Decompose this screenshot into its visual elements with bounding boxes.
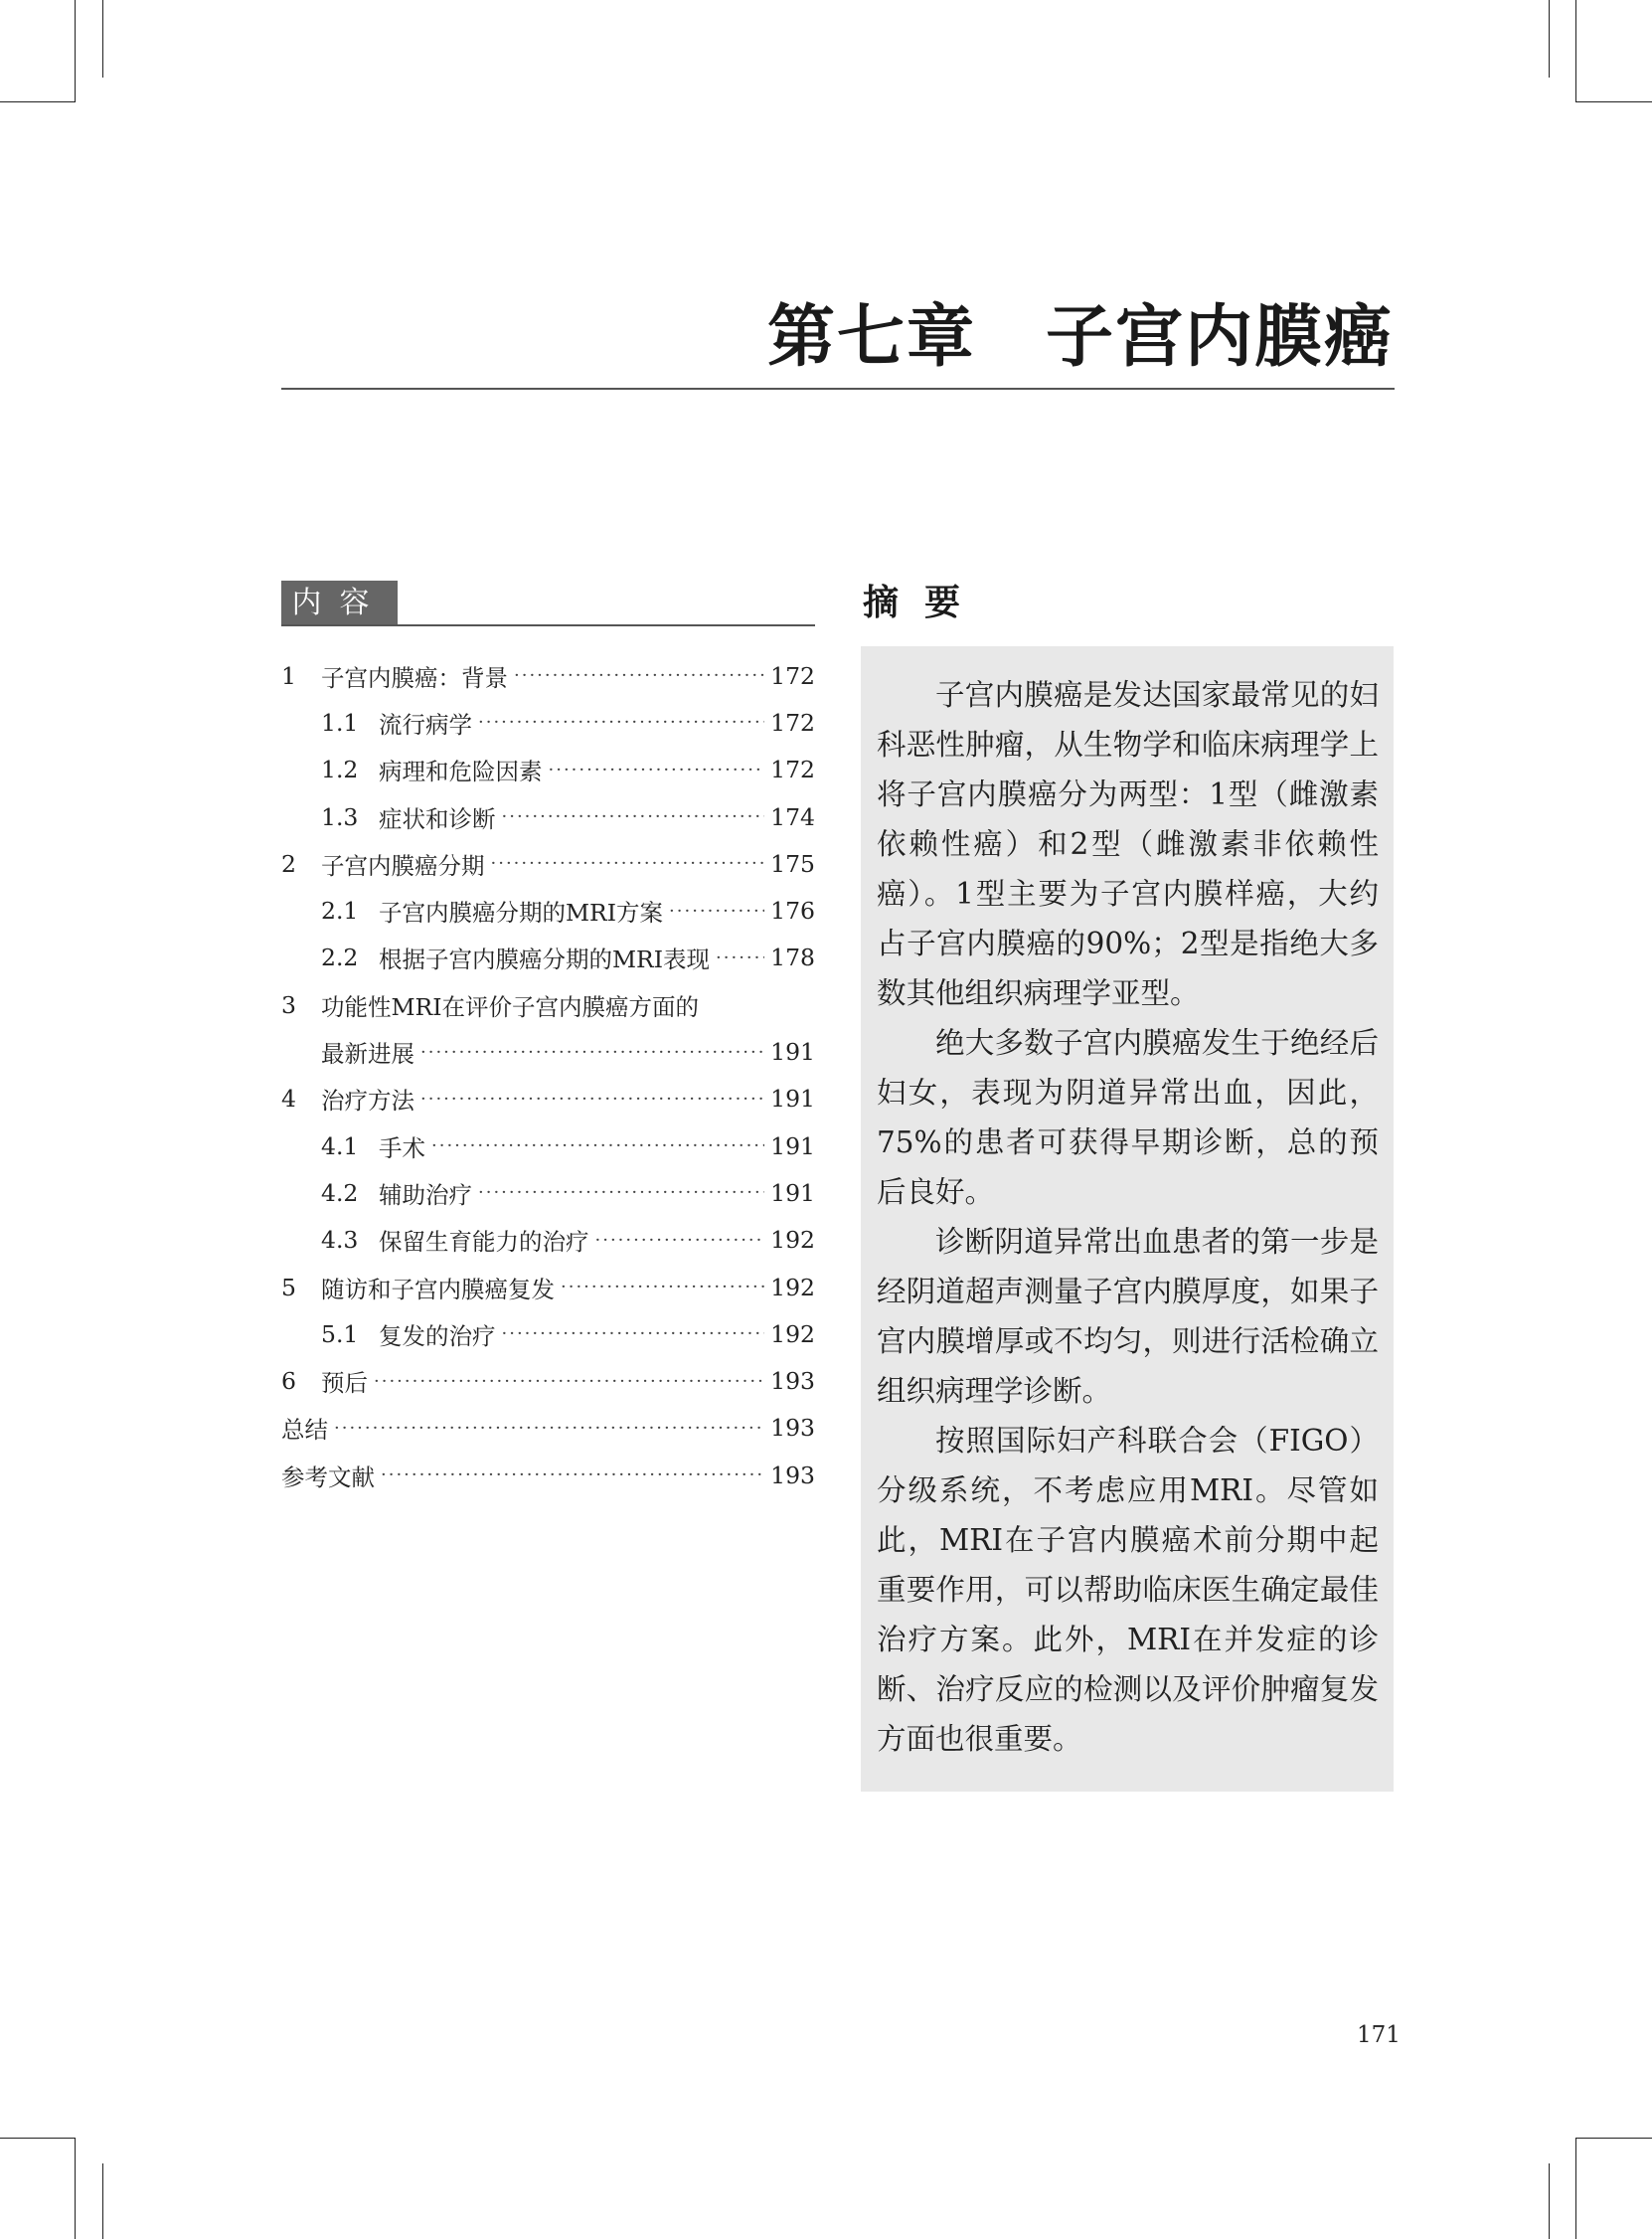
toc-entry-title: 预后 (321, 1369, 368, 1398)
toc-entry-title: 症状和诊断 (379, 804, 496, 833)
toc-leader-dots (334, 1418, 764, 1439)
toc-leader-dots (478, 712, 764, 733)
toc-entry[interactable] (281, 935, 815, 981)
toc-entry-page: 172 (770, 756, 815, 784)
toc-entry-page: 172 (770, 661, 815, 690)
toc-entry-title: 流行病学 (379, 710, 472, 739)
toc-entry[interactable] (281, 1076, 815, 1122)
crop-mark (1575, 2138, 1652, 2139)
toc-entry[interactable] (281, 1264, 815, 1310)
toc-entry-page: 192 (770, 1319, 815, 1348)
toc-entry-title: 复发的治疗 (379, 1321, 496, 1350)
toc-leader-dots (431, 1135, 764, 1156)
toc-entry[interactable] (281, 1405, 815, 1452)
toc-entry-number: 1 (281, 661, 296, 690)
crop-mark (102, 2163, 103, 2239)
page-number: 171 (1357, 2022, 1401, 2048)
toc-entry-title: 子宫内膜癌分期的MRI方案 (379, 899, 664, 928)
toc-entry-number: 5 (281, 1273, 296, 1301)
toc-entry[interactable] (281, 699, 815, 746)
toc-leader-dots (478, 1182, 764, 1203)
toc-entry-page: 176 (770, 897, 815, 926)
abstract-paragraph: 子宫内膜癌是发达国家最常见的妇科恶性肿瘤，从生物学和临床病理学上将子宫内膜癌分为两型：1型（雌激素依赖性癌）和2型（雌激素非依赖性癌）。1型主要为子宫内膜样癌，大约占子宫内膜癌的90%；2型是指绝大多数其他组织病理学亚型。 (877, 678, 1379, 1010)
crop-mark (0, 101, 76, 102)
toc-entry-title: 随访和子宫内膜癌复发 (321, 1275, 555, 1303)
toc-entry-title: 子宫内膜癌：背景 (321, 663, 508, 692)
title-divider (281, 388, 1395, 390)
toc-entry-page: 191 (770, 1085, 815, 1114)
crop-mark (102, 0, 103, 78)
crop-mark (0, 2138, 76, 2139)
toc-entry[interactable] (281, 1028, 815, 1075)
toc-leader-dots (420, 1089, 764, 1110)
toc-entry[interactable] (281, 1310, 815, 1357)
toc-leader-dots (381, 1464, 764, 1485)
toc-entry-page: 191 (770, 1131, 815, 1160)
toc-entry-title: 根据子宫内膜癌分期的MRI表现 (379, 946, 711, 974)
toc-entry-page: 174 (770, 802, 815, 831)
crop-mark (75, 0, 76, 101)
crop-mark (1575, 101, 1652, 102)
table-of-contents (281, 652, 815, 1498)
toc-leader-dots (514, 665, 764, 686)
toc-entry[interactable] (281, 1452, 815, 1498)
toc-entry-page: 175 (770, 849, 815, 878)
toc-entry[interactable] (281, 840, 815, 887)
crop-mark (1575, 0, 1576, 101)
toc-entry-title: 病理和危险因素 (379, 758, 543, 786)
toc-entry-number: 1.3 (321, 802, 359, 831)
abstract-paragraph: 绝大多数子宫内膜癌发生于绝经后妇女，表现为阴道异常出血，因此，75%的患者可获得早期诊断，总的预后良好。 (877, 1026, 1379, 1209)
toc-label: 内容 (281, 581, 398, 625)
toc-leader-dots (502, 1323, 765, 1344)
toc-entry-title: 治疗方法 (321, 1087, 414, 1116)
toc-entry-page: 193 (770, 1461, 815, 1489)
crop-mark (1549, 0, 1550, 78)
toc-entry-title: 总结 (281, 1416, 328, 1445)
toc-entry-page: 193 (770, 1414, 815, 1443)
crop-mark (1549, 2163, 1550, 2239)
toc-leader-dots (561, 1277, 764, 1297)
crop-mark (75, 2138, 76, 2239)
toc-leader-dots (374, 1371, 764, 1392)
toc-entry[interactable] (281, 981, 815, 1028)
crop-mark (1575, 2138, 1576, 2239)
toc-entry-number: 4.2 (321, 1178, 359, 1207)
chapter-title: 第七章 子宫内膜癌 (766, 298, 1394, 377)
toc-entry-number: 5.1 (321, 1319, 359, 1348)
toc-entry[interactable] (281, 747, 815, 793)
toc-entry-number: 6 (281, 1367, 296, 1396)
toc-entry[interactable] (281, 1357, 815, 1404)
toc-leader-dots (716, 947, 764, 968)
abstract-paragraph: 按照国际妇产科联合会（FIGO）分级系统，不考虑应用MRI。尽管如此，MRI在子宫内膜癌术前分期中起重要作用，可以帮助临床医生确定最佳治疗方案。此外，MRI在并发症的诊断、治疗反应的检测以及评价肿瘤复发方面也很重要。 (877, 1424, 1379, 1756)
toc-entry[interactable] (281, 652, 815, 699)
toc-entry-number: 4 (281, 1085, 296, 1114)
toc-entry-page: 193 (770, 1367, 815, 1396)
toc-leader-dots (420, 1042, 764, 1063)
toc-entry[interactable] (281, 887, 815, 934)
toc-entry-title: 手术 (379, 1133, 425, 1162)
toc-leader-dots (669, 901, 764, 922)
toc-entry-number: 1.1 (321, 708, 359, 737)
toc-entry-title: 最新进展 (321, 1040, 414, 1069)
abstract-heading: 摘要 (863, 582, 987, 623)
toc-entry-number: 2.1 (321, 897, 359, 926)
toc-entry-page: 192 (770, 1226, 815, 1255)
toc-header (281, 581, 815, 625)
toc-leader-dots (549, 760, 765, 780)
toc-entry[interactable] (281, 1169, 815, 1216)
toc-entry-page: 191 (770, 1178, 815, 1207)
toc-entry-number: 4.3 (321, 1226, 359, 1255)
toc-entry-title: 功能性MRI在评价子宫内膜癌方面的 (321, 992, 700, 1021)
toc-entry-page: 191 (770, 1038, 815, 1067)
toc-divider (281, 624, 815, 626)
toc-entry-title: 参考文献 (281, 1463, 375, 1491)
toc-entry-number: 2.2 (321, 944, 359, 972)
toc-entry-number: 1.2 (321, 756, 359, 784)
toc-entry-title: 子宫内膜癌分期 (321, 851, 485, 880)
toc-leader-dots (502, 806, 765, 827)
toc-entry-title: 辅助治疗 (379, 1180, 472, 1209)
toc-entry-number: 4.1 (321, 1131, 359, 1160)
toc-entry-page: 172 (770, 708, 815, 737)
abstract-paragraph: 诊断阴道异常出血患者的第一步是经阴道超声测量子宫内膜厚度，如果子宫内膜增厚或不均匀，则进行活检确立组织病理学诊断。 (877, 1225, 1379, 1408)
toc-leader-dots (595, 1230, 765, 1251)
toc-entry-number: 3 (281, 990, 296, 1019)
toc-entry[interactable] (281, 793, 815, 840)
toc-leader-dots (491, 853, 765, 874)
toc-entry-page: 192 (770, 1273, 815, 1301)
toc-entry[interactable] (281, 1217, 815, 1264)
toc-entry[interactable] (281, 1122, 815, 1169)
toc-entry-title: 保留生育能力的治疗 (379, 1228, 589, 1257)
toc-entry-page: 178 (770, 944, 815, 972)
abstract-text (877, 670, 1379, 1764)
toc-entry-number: 2 (281, 849, 296, 878)
